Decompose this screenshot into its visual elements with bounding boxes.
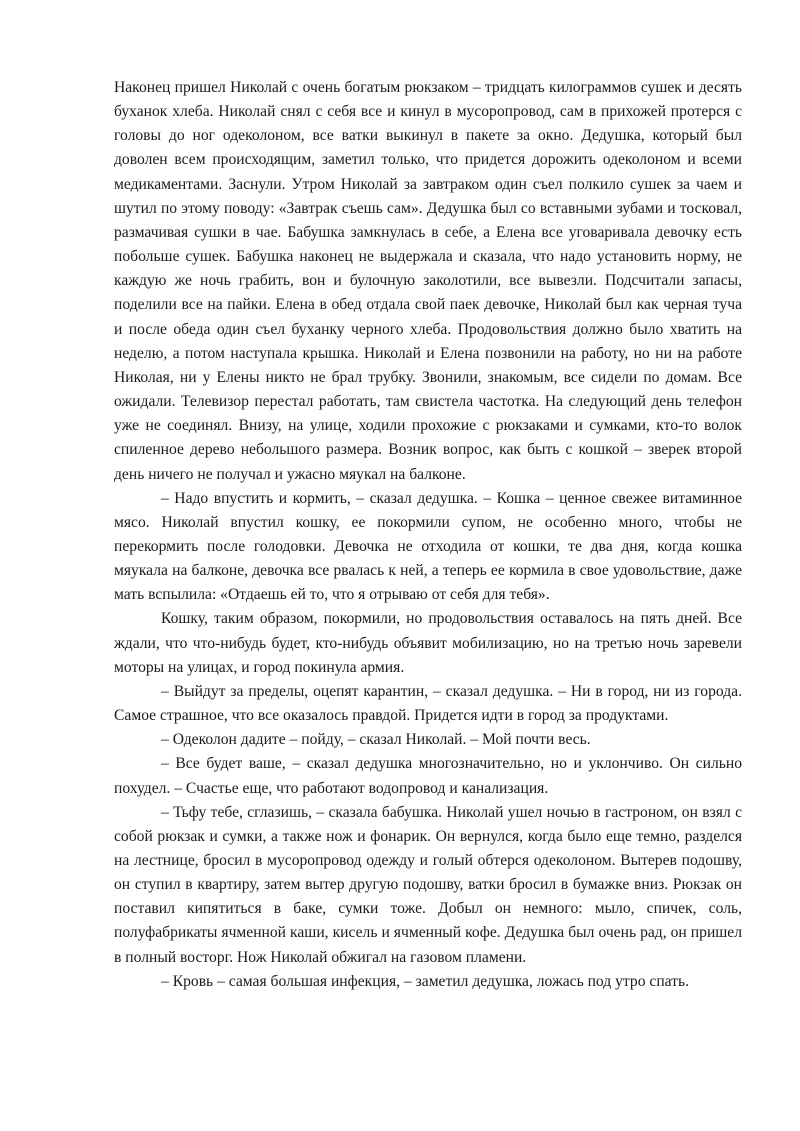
paragraph-4: – Выйдут за пределы, оцепят карантин, – сказал дедушка. – Ни в город, ни из города. Самое страшное, что все оказалось правдой. Придется идти в город за продуктами. bbox=[114, 682, 742, 725]
paragraph-8: – Кровь – самая большая инфекция, – заметил дедушка, ложась под утро спать. bbox=[161, 972, 690, 990]
document-page bbox=[114, 76, 742, 994]
paragraph-1: Наконец пришел Николай с очень богатым рюкзаком – тридцать килограммов сушек и десять буханок хлеба. Николай снял с себя все и кинул в мусоропровод, сам в прихожей протерся с головы до ног одеколоном, все ватки выкинул в пакете за окно. Дедушка, который был доволен всем происходящим, заметил только, что придется дорожить одеколоном и всеми медикаментами. Заснули. Утром Николай за завтраком один съел полкило сушек за чаем и шутил по этому поводу: «Завтрак съешь сам». Дедушка был со вставными зубами и тосковал, размачивая сушки в чае. Бабушка замкнулась в себе, а Елена все уговаривала девочку есть побольше сушек. Бабушка наконец не выдержала и сказала, что надо установить норму, не каждую же ночь грабить, вон и булочную заколотили, все вывезли. Подсчитали запасы, поделили все на пайки. Елена в обед отдала свой паек девочке, Николай был как черная туча и после обеда один съел буханку черного хлеба. Продовольствия должно было хватить на неделю, а потом наступала крышка. Николай и Елена позвонили на работу, но ни на работе Николая, ни у Елены никто не брал трубку. Звонили, знакомым, все сидели по домам. Все ожидали. Телевизор перестал работать, там свистела частотка. На следующий день телефон уже не соединял. Внизу, на улице, ходили прохожие с рюкзаками и сумками, кто-то волок спиленное дерево небольшого размера. Возник вопрос, как быть с кошкой – зверек второй день ничего не получал и ужасно мяукал на балконе. bbox=[114, 79, 742, 483]
paragraph-7: – Тьфу тебе, сглазишь, – сказала бабушка. Николай ушел ночью в гастроном, он взял с собой рюкзак и сумки, а также нож и фонарик. Он вернулся, когда было еще темно, разделся на лестнице, бросил в мусоропровод одежду и голый обтерся одеколоном. Вытерев подошву, он ступил в квартиру, затем вытер другую подошву, ватки бросил в бумажке вниз. Рюкзак он поставил кипятиться в баке, сумки тоже. Добыл он немного: мыло, спичек, соль, полуфабрикаты ячменной каши, кисель и ячменный кофе. Дедушка был очень рад, он пришел в полный восторг. Нож Николай обжигал на газовом пламени. bbox=[114, 803, 742, 966]
paragraph-2: – Надо впустить и кормить, – сказал дедушка. – Кошка – ценное свежее витаминное мясо. Николай впустил кошку, ее покормили супом, не особенно много, чтобы не перекормить после голодовки. Девочка не отходила от кошки, те два дня, когда кошка мяукала на балконе, девочка все рвалась к ней, а теперь ее кормила в свое удовольствие, даже мать вспылила: «Отдаешь ей то, что я отрываю от себя для тебя». bbox=[114, 489, 742, 604]
paragraph-3: Кошку, таким образом, покормили, но продовольствия оставалось на пять дней. Все ждали, что что-нибудь будет, кто-нибудь объявит мобилизацию, но на третью ночь заревели моторы на улицах, и город покинула армия. bbox=[114, 610, 742, 676]
paragraph-5: – Одеколон дадите – пойду, – сказал Николай. – Мой почти весь. bbox=[161, 731, 591, 749]
paragraph-6: – Все будет ваше, – сказал дедушка многозначительно, но и уклончиво. Он сильно похудел. – Счастье еще, что работают водопровод и канализация. bbox=[114, 755, 742, 797]
